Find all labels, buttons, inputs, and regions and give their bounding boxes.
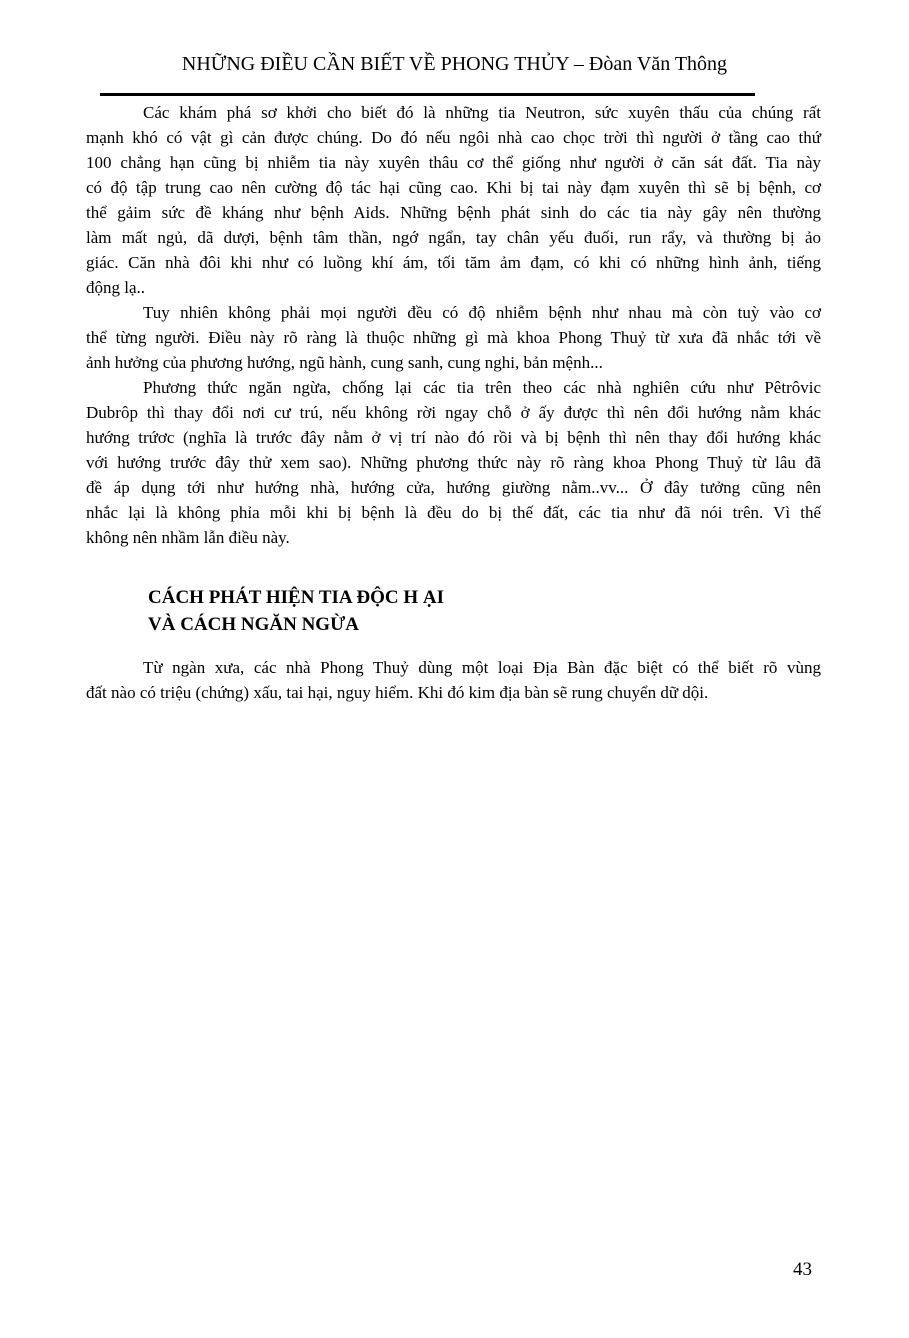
text-line: nhắc lại là không phỉa mỗi khi bị bệnh là đều do bị thế đất, các tia như đã nói trên. Vì thế xyxy=(86,503,821,522)
text-line: Tuy nhiên không phải mọi người đều có độ nhiễm bệnh như nhau mà còn tuỳ vào cơ xyxy=(143,303,821,322)
text-line: có độ tập trung cao nên cường độ tác hại cũng cao. Khi bị tai này đạm xuyên thì sẽ bị bệnh, cơ xyxy=(86,178,821,197)
section-heading xyxy=(148,584,821,638)
text-line: hướng trứơc (nghĩa là trước đây nằm ở vị trí nào đó rồi và bị bệnh thì nên thay đổi hướng khác xyxy=(86,428,821,447)
text-line: thể gảim sức đề kháng như bệnh Aids. Những bệnh phát sinh do các tia này gây nên thường xyxy=(86,203,821,222)
text-line: thể từng người. Điều này rõ ràng là thuộc những gì mà khoa Phong Thuỷ từ xưa đã nhắc tới về xyxy=(86,328,821,347)
header-rule xyxy=(100,93,755,96)
text-line: giác. Căn nhà đôi khi như có luồng khí ám, tối tăm ảm đạm, có khi có những hình ảnh, tiếng xyxy=(86,253,821,272)
text-line: đề áp dụng tới như hướng nhà, hướng cửa, hướng giường nằm..vv... Ở đây tưởng cũng nên xyxy=(86,478,821,497)
page-number: 43 xyxy=(793,1259,812,1280)
document-page xyxy=(0,52,909,1338)
text-block xyxy=(86,100,821,705)
paragraph-1 xyxy=(86,100,821,300)
text-line: Dubrôp thì thay đổi nơi cư trú, nếu không rời ngay chỗ ở ấy được thì nên đổi hướng nằm khác xyxy=(86,403,821,422)
paragraph-4 xyxy=(86,655,821,705)
text-line: mạnh khó có vật gì cản được chúng. Do đó nếu ngôi nhà cao chọc trời thì người ở tầng cao thứ xyxy=(86,128,821,147)
text-line: Từ ngàn xưa, các nhà Phong Thuỷ dùng một loại Địa Bàn đặc biệt có thể biết rõ vùng xyxy=(143,658,821,677)
text-line: Các khám phá sơ khởi cho biết đó là những tia Neutron, sức xuyên thấu của chúng rất xyxy=(143,103,821,122)
section-heading-line: CÁCH PHÁT HIỆN TIA ĐỘC H ẠI xyxy=(148,587,444,608)
text-line: không nên nhầm lẫn điều này. xyxy=(86,528,290,547)
paragraph-2 xyxy=(86,300,821,375)
text-line: Phương thức ngăn ngừa, chống lại các tia trên theo các nhà nghiên cứu như Pêtrôvic xyxy=(143,378,821,397)
text-line: ảnh hưởng của phương hướng, ngũ hành, cung sanh, cung nghi, bản mệnh... xyxy=(86,353,603,372)
text-line: đất nào có triệu (chứng) xấu, tai hại, nguy hiểm. Khi đó kim địa bàn sẽ rung chuyển dữ dội. xyxy=(86,683,709,702)
text-line: động lạ.. xyxy=(86,278,146,297)
text-line: làm mất ngủ, dã dượi, bệnh tâm thần, ngớ ngẩn, tay chân yếu đuối, run rẩy, và thường bị ảo xyxy=(86,228,821,247)
text-line: 100 chẳng hạn cũng bị nhiễm tia này xuyên thâu cơ thể giống như người ở căn sát đất. Tia này xyxy=(86,153,821,172)
running-header-title: NHỮNG ĐIỀU CẦN BIẾT VỀ PHONG THỦY – Đòan Văn Thông xyxy=(181,53,728,75)
section-heading-line: VÀ CÁCH NGĂN NGỪA xyxy=(148,614,359,635)
text-line: với hướng trước đây thử xem sao). Những phương thức này rõ ràng khoa Phong Thuỷ từ lâu đã xyxy=(86,453,821,472)
paragraph-3 xyxy=(86,375,821,550)
